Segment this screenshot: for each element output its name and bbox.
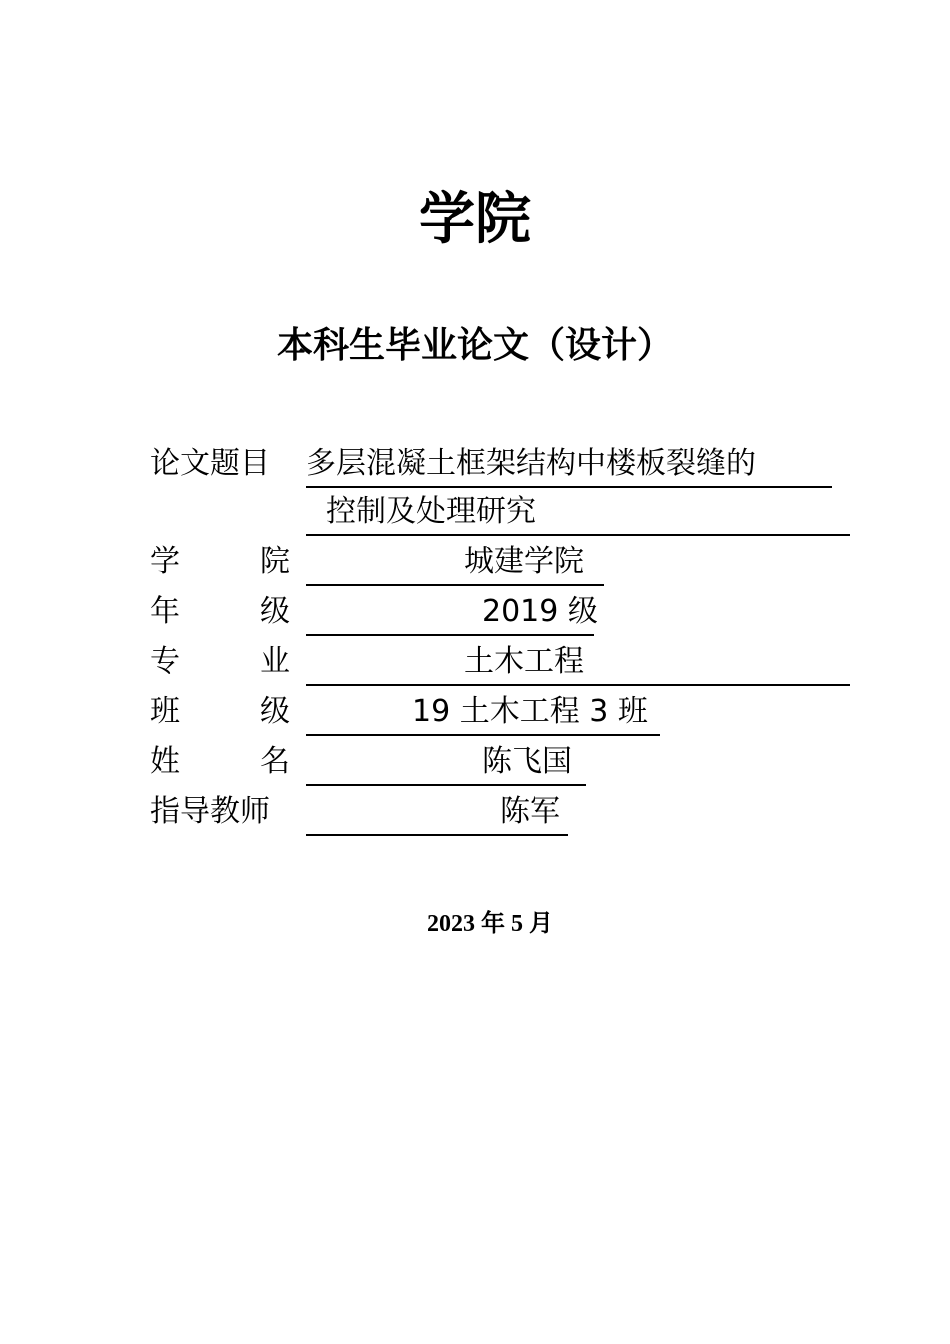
student-name-label: [150, 740, 290, 784]
class-value: [306, 690, 660, 736]
grade-value: [306, 590, 598, 636]
class-label-char-2: 级: [260, 694, 290, 729]
submission-date: 2023 年 5 月: [427, 911, 553, 937]
major-value-text: 土木工程: [464, 644, 584, 679]
student-name-label-char-2: 名: [260, 744, 290, 779]
school-name: 学院: [419, 187, 531, 252]
student-name-value-text: 陈飞国: [482, 744, 572, 779]
student-name-value: [306, 740, 586, 786]
document-type: 本科生毕业论文（设计）: [276, 325, 673, 366]
advisor-value: [306, 790, 568, 836]
grade-label-char-1: 年: [150, 594, 180, 629]
major-label-char-1: 专: [150, 644, 180, 679]
class-value-text: 19 土木工程 3 班: [412, 694, 648, 729]
college-label: [150, 540, 290, 584]
class-label: [150, 690, 290, 734]
major-label: [150, 640, 290, 684]
major-value: [306, 640, 850, 686]
grade-value-text: 2019 级: [482, 594, 598, 629]
thesis-title-line2-text: 控制及处理研究: [326, 494, 536, 529]
class-label-char-1: 班: [150, 694, 180, 729]
advisor-label: 指导教师: [150, 794, 270, 829]
grade-label: [150, 590, 290, 634]
major-label-char-2: 业: [260, 644, 290, 679]
thesis-title-label: 论文题目: [150, 446, 270, 481]
grade-label-char-2: 级: [260, 594, 290, 629]
thesis-title-line1: [306, 442, 832, 488]
college-value-text: 城建学院: [464, 544, 584, 579]
advisor-value-text: 陈军: [500, 794, 560, 829]
college-label-char-2: 院: [260, 544, 290, 579]
thesis-title-line2: [306, 490, 850, 536]
college-value: [306, 540, 604, 586]
student-name-label-char-1: 姓: [150, 744, 180, 779]
thesis-title-line1-text: 多层混凝土框架结构中楼板裂缝的: [306, 446, 756, 481]
college-label-char-1: 学: [150, 544, 180, 579]
